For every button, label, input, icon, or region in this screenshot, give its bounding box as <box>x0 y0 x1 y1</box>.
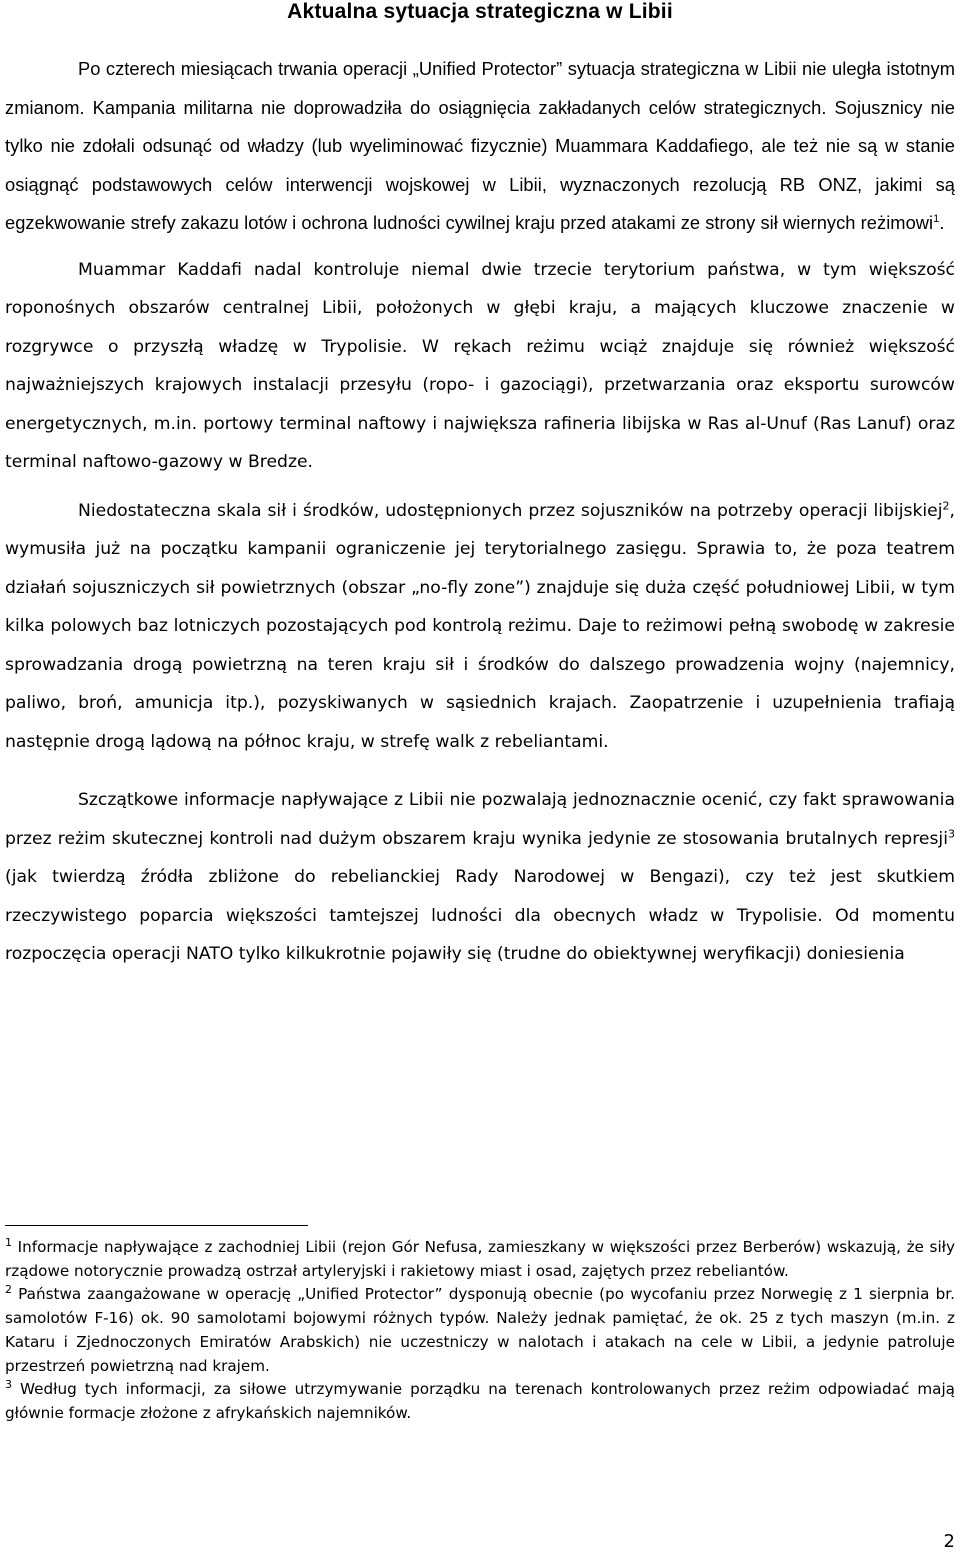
paragraph-4-end: (jak twierdzą źródła zbliżone do rebelianckiej Rady Narodowej w Bengazi), czy też jest skutkiem rzeczywistego poparcia większości tamtejszej ludności dla obecnych władz w Trypolisie. Od momentu rozpoczęcia operacji NATO tylko kilkukrotnie pojawiły się (trudne do obiektywnej weryfikacji) doniesienia <box>5 867 955 964</box>
paragraph-4 <box>5 781 955 974</box>
paragraph-1-text: Po czterech miesiącach trwania operacji „Unified Protector” sytuacja strategiczna w Libii nie uległa istotnym zmianom. Kampania militarna nie doprowadziła do osiągnięcia zakładanych celów strategicznych. Sojusznicy nie tylko nie zdołali odsunąć od władzy (lub wyeliminować fizycznie) Muammara Kaddafiego, ale też nie są w stanie osiągnąć podstawowych celów interwencji wojskowej w Libii, wyznaczonych rezolucją RB ONZ, jakimi są egzekwowanie strefy zakazu lotów i ochrona ludności cywilnej kraju przed atakami ze strony sił wiernych reżimowi <box>5 58 955 233</box>
footnote-2 <box>5 1283 955 1378</box>
page-number: 2 <box>943 1531 955 1552</box>
footnote-1 <box>5 1236 955 1283</box>
footnote-separator <box>5 1225 308 1226</box>
footnote-number-3: 3 <box>5 1378 12 1392</box>
footnotes <box>5 1236 955 1426</box>
paragraph-1 <box>5 50 955 243</box>
footnote-ref-3: 3 <box>948 826 955 840</box>
paragraph-3 <box>5 492 955 762</box>
paragraph-1-end: . <box>939 212 945 233</box>
footnote-number-1: 1 <box>5 1235 12 1249</box>
paragraph-2: Muammar Kaddafi nadal kontroluje niemal dwie trzecie terytorium państwa, w tym większość roponośnych obszarów centralnej Libii, położonych w głębi kraju, a mających kluczowe znaczenie w rozgrywce o przyszłą władzę w Trypolisie. W rękach reżimu wciąż znajduje się również większość najważniejszych krajowych instalacji przesyłu (ropo- i gazociągi), przetwarzania oraz eksportu surowców energetycznych, m.in. portowy terminal naftowy i największa rafineria libijska w Ras al-Unuf (Ras Lanuf) oraz terminal naftowo-gazowy w Bredze. <box>5 259 955 472</box>
document-title: Aktualna sytuacja strategiczna w Libii <box>287 0 673 23</box>
footnote-text-2: Państwa zaangażowane w operację „Unified Protector” dysponują obecnie (po wycofaniu przez Norwegię z 1 sierpnia br. samolotów F-16) ok. 90 samolotami bojowymi różnych typów. Należy jednak pamiętać, że ok. 25 z tych maszyn (m.in. z Kataru i Zjednoczonych Emiratów Arabskich) nie uczestniczy w nalotach i atakach na cele w Libii, a jedynie patroluje przestrzeń powietrzną nad krajem. <box>5 1285 955 1375</box>
footnote-text-3: Według tych informacji, za siłowe utrzymywanie porządku na terenach kontrolowanych przez reżim odpowiadać mają głównie formacje złożone z afrykańskich najemników. <box>5 1380 955 1422</box>
footnote-ref-2: 2 <box>942 498 950 512</box>
footnote-number-2: 2 <box>5 1283 12 1297</box>
paragraph-3-text: Niedostateczna skala sił i środków, udostępnionych przez sojuszników na potrzeby operacji libijskiej <box>78 500 943 521</box>
paragraph-4-text: Szczątkowe informacje napływające z Libii nie pozwalają jednoznacznie ocenić, czy fakt sprawowania przez reżim skutecznej kontroli nad dużym obszarem kraju wynika jedynie ze stosowania brutalnych represji <box>5 790 955 849</box>
paragraph-3-end: , wymusiła już na początku kampanii ograniczenie jej terytorialnego zasięgu. Sprawia to, że poza teatrem działań sojuszniczych sił powietrznych (obszar „no-fly zone”) znajduje się duża część południowej Libii, w tym kilka polowych baz lotniczych pozostających pod kontrolą reżimu. Daje to reżimowi pełną swobodę w zakresie sprowadzania drogą powietrzną na teren kraju sił i środków do dalszego prowadzenia wojny (najemnicy, paliwo, broń, amunicja itp.), pozyskiwanych w sąsiednich krajach. Zaopatrzenie i uzupełnienia trafiają następnie drogą lądową na północ kraju, w strefę walk z rebeliantami. <box>5 500 955 752</box>
document-page <box>5 0 955 1422</box>
footnote-3 <box>5 1378 955 1425</box>
footnote-text-1: Informacje napływające z zachodniej Libii (rejon Gór Nefusa, zamieszkany w większości przez Berberów) wskazują, że siły rządowe notorycznie prowadzą ostrzał artyleryjski i rakietowy miast i osad, zajętych przez rebeliantów. <box>5 1238 955 1280</box>
footnote-ref-1: 1 <box>933 212 940 225</box>
